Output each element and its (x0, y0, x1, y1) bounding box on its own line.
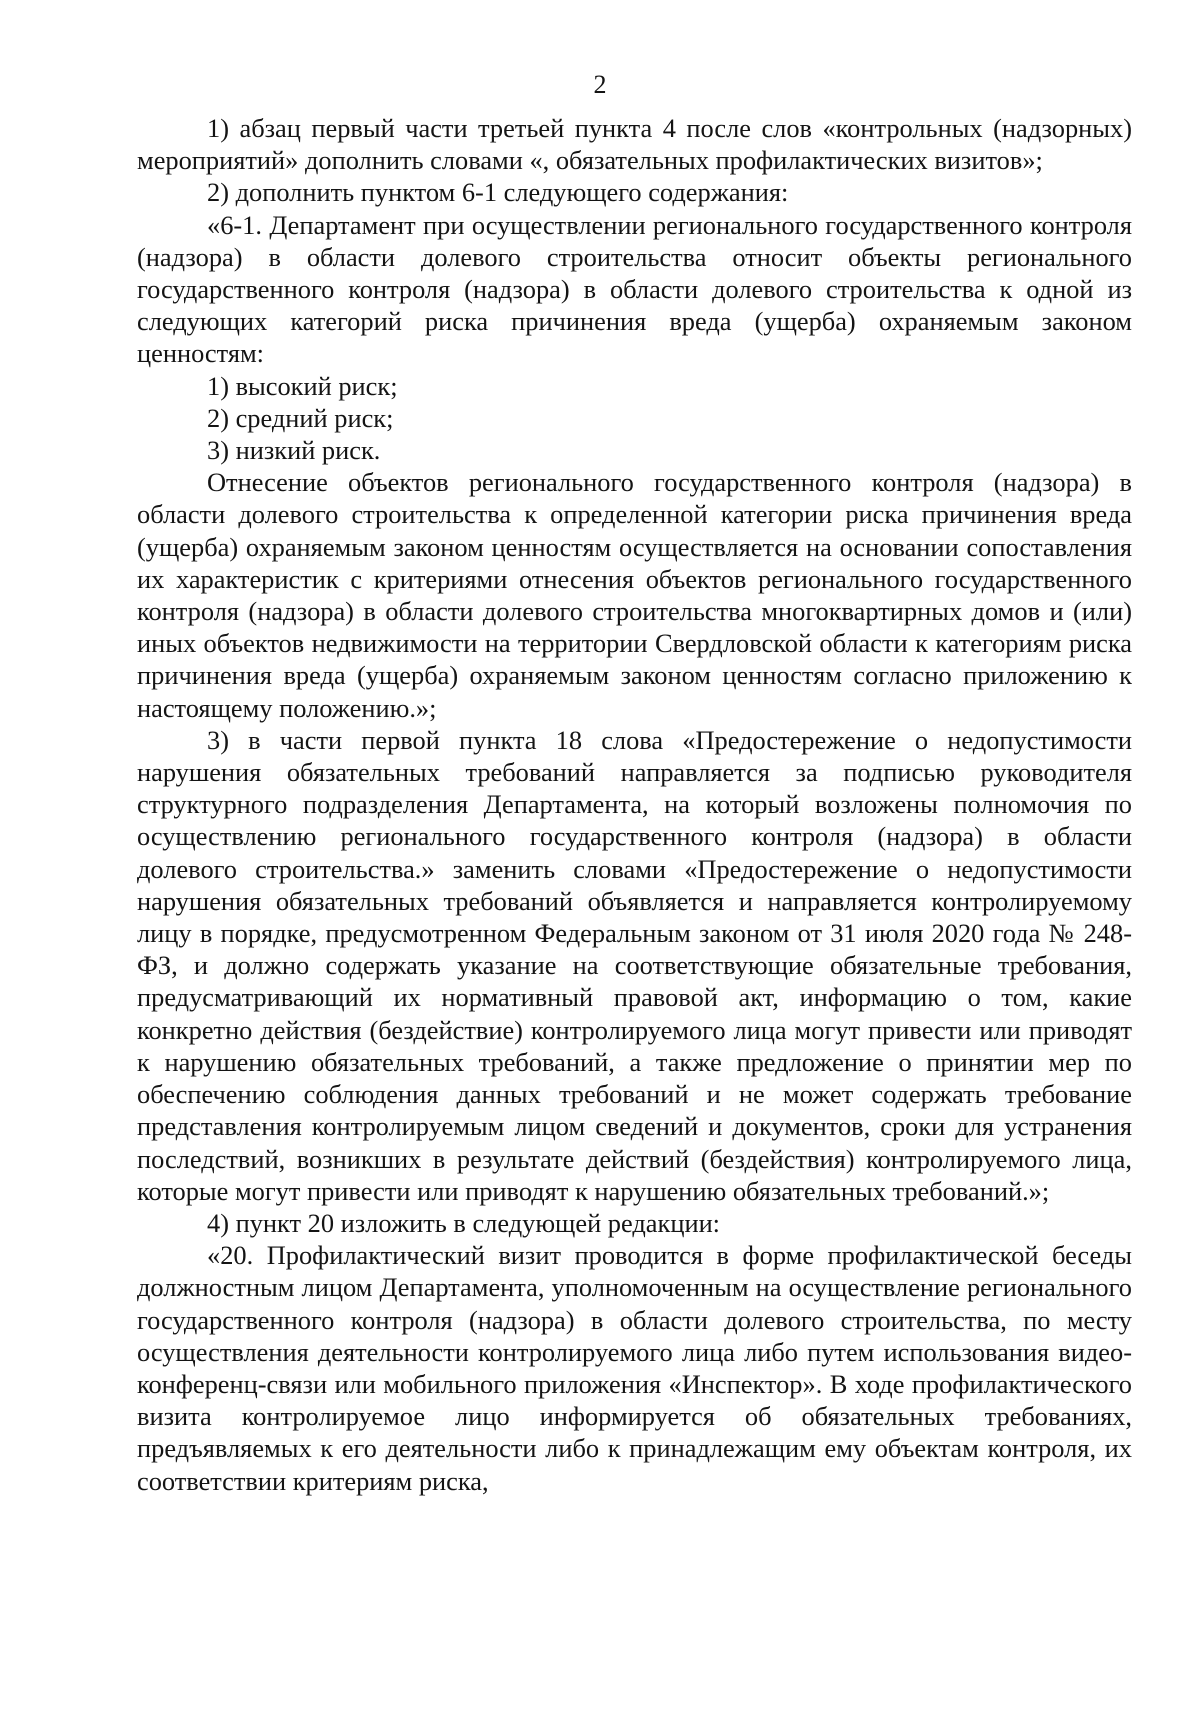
paragraph-item-2-amendment: 2) дополнить пунктом 6-1 следующего содержания: (207, 177, 789, 208)
paragraph-item-1-amendment: 1) абзац первый части третьей пункта 4 после слов «контрольных (надзорных) мероприятий» дополнить словами «, обязательных профилактических визитов»; (137, 113, 1132, 176)
list-item-low-risk: 3) низкий риск. (207, 435, 381, 466)
list-item-medium-risk: 2) средний риск; (207, 402, 394, 433)
paragraph-item-3-amendment: 3) в части первой пункта 18 слова «Предостережение о недопустимости нарушения обязательных требований направляется за подписью руководителя структурного подразделения Департамента, на который возложены полномочия по осуществлению регионального государственного контроля (надзора) в области долевого строительства.» заменить словами «Предостережение о недопустимости нарушения обязательных требований объявляется и направляется контролируемому лицу в порядке, предусмотренном Федеральным законом от 31 июля 2020 года № 248-ФЗ, и должно содержать указание на соответствующие обязательные требования, предусматривающий их нормативный правовой акт, информацию о том, какие конкретно действия (бездействие) контролируемого лица могут привести или приводят к нарушению обязательных требований, а также предложение о принятии мер по обеспечению соблюдения данных требований и не может содержать требование представления контролируемым лицом сведений и документов, сроки для устранения последствий, возникших в результате действий (бездействия) контролируемого лица, которые могут привести или приводят к нарушению обязательных требований.»; (137, 724, 1132, 1206)
list-item-high-risk: 1) высокий риск; (207, 370, 398, 401)
paragraph-risk-assignment: Отнесение объектов регионального государственного контроля (надзора) в области долевого строительства к определенной категории риска причинения вреда (ущерба) охраняемым законом ценностям осуществляется на основании сопоставления их характеристик с критериями отнесения объектов регионального государственного контроля (надзора) в области долевого строительства многоквартирных домов и (или) иных объектов недвижимости на территории Свердловской области к категориям риска причинения вреда (ущерба) охраняемым законом ценностям согласно приложению к настоящему положению.»; (137, 467, 1132, 723)
paragraph-clause-20: «20. Профилактический визит проводится в форме профилактической беседы должностным лицом Департамента, уполномоченным на осуществление регионального государственного контроля (надзора) в области долевого строительства, по месту осуществления деятельности контролируемого лица либо путем использования видео-конференц-связи или мобильного приложения «Инспектор». В ходе профилактического визита контролируемое лицо информируется об обязательных требованиях, предъявляемых к его деятельности либо к принадлежащим ему объектам контроля, их соответствии критериям риска, (137, 1240, 1132, 1496)
page-number: 2 (593, 70, 607, 99)
document-body (137, 112, 1132, 1497)
paragraph-clause-6-1: «6-1. Департамент при осуществлении регионального государственного контроля (надзора) в области долевого строительства относит объекты регионального государственного контроля (надзора) в области долевого строительства к одной из следующих категорий риска причинения вреда (ущерба) охраняемым законом ценностям: (137, 209, 1132, 369)
paragraph-item-4-amendment: 4) пункт 20 изложить в следующей редакции: (207, 1207, 721, 1238)
